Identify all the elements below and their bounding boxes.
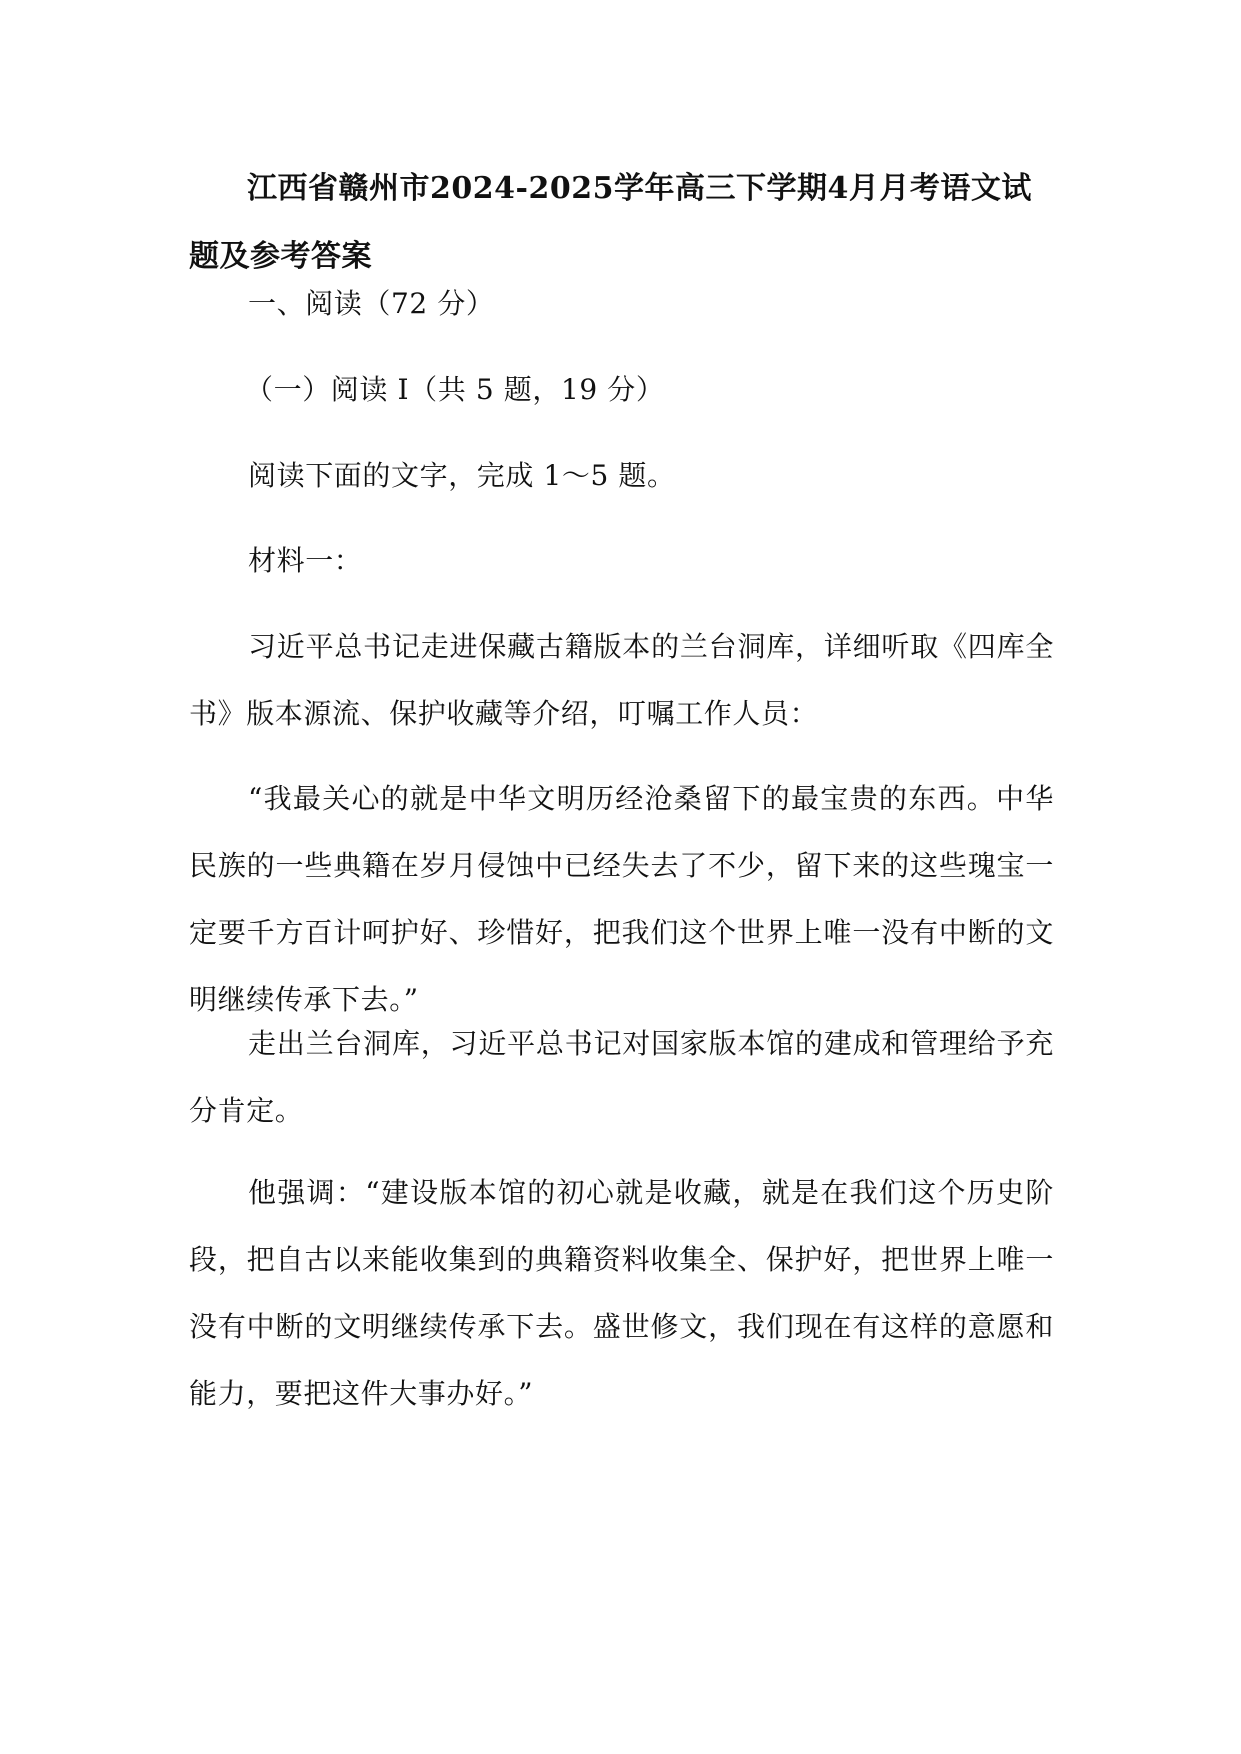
paragraph: 他强调：“建设版本馆的初心就是收藏，就是在我们这个历史阶段，把自古以来能收集到的典籍资料收集全、保护好，把世界上唯一没有中断的文明继续传承下去。盛世修文，我们现在有这样的意愿和能力，要把这件大事办好。” [189, 1176, 1054, 1410]
section-heading: 一、阅读（72 分） [248, 287, 495, 320]
document-title: 江西省赣州市2024-2025学年高三下学期4月月考语文试题及参考答案 [189, 171, 1032, 274]
paragraph: “我最关心的就是中华文明历经沧桑留下的最宝贵的东西。中华民族的一些典籍在岁月侵蚀中已经失去了不少，留下来的这些瑰宝一定要千方百计呵护好、珍惜好，把我们这个世界上唯一没有中断的文明继续传承下去。” [189, 782, 1054, 1016]
paragraph: 走出兰台洞库，习近平总书记对国家版本馆的建成和管理给予充分肯定。 [189, 1027, 1054, 1127]
instruction-text: 阅读下面的文字，完成 1～5 题。 [248, 459, 676, 492]
material-label: 材料一： [248, 544, 363, 577]
subsection-heading: （一）阅读 I（共 5 题，19 分） [245, 373, 665, 406]
paragraph: 习近平总书记走进保藏古籍版本的兰台洞库，详细听取《四库全书》版本源流、保护收藏等介绍，叮嘱工作人员： [189, 630, 1054, 730]
